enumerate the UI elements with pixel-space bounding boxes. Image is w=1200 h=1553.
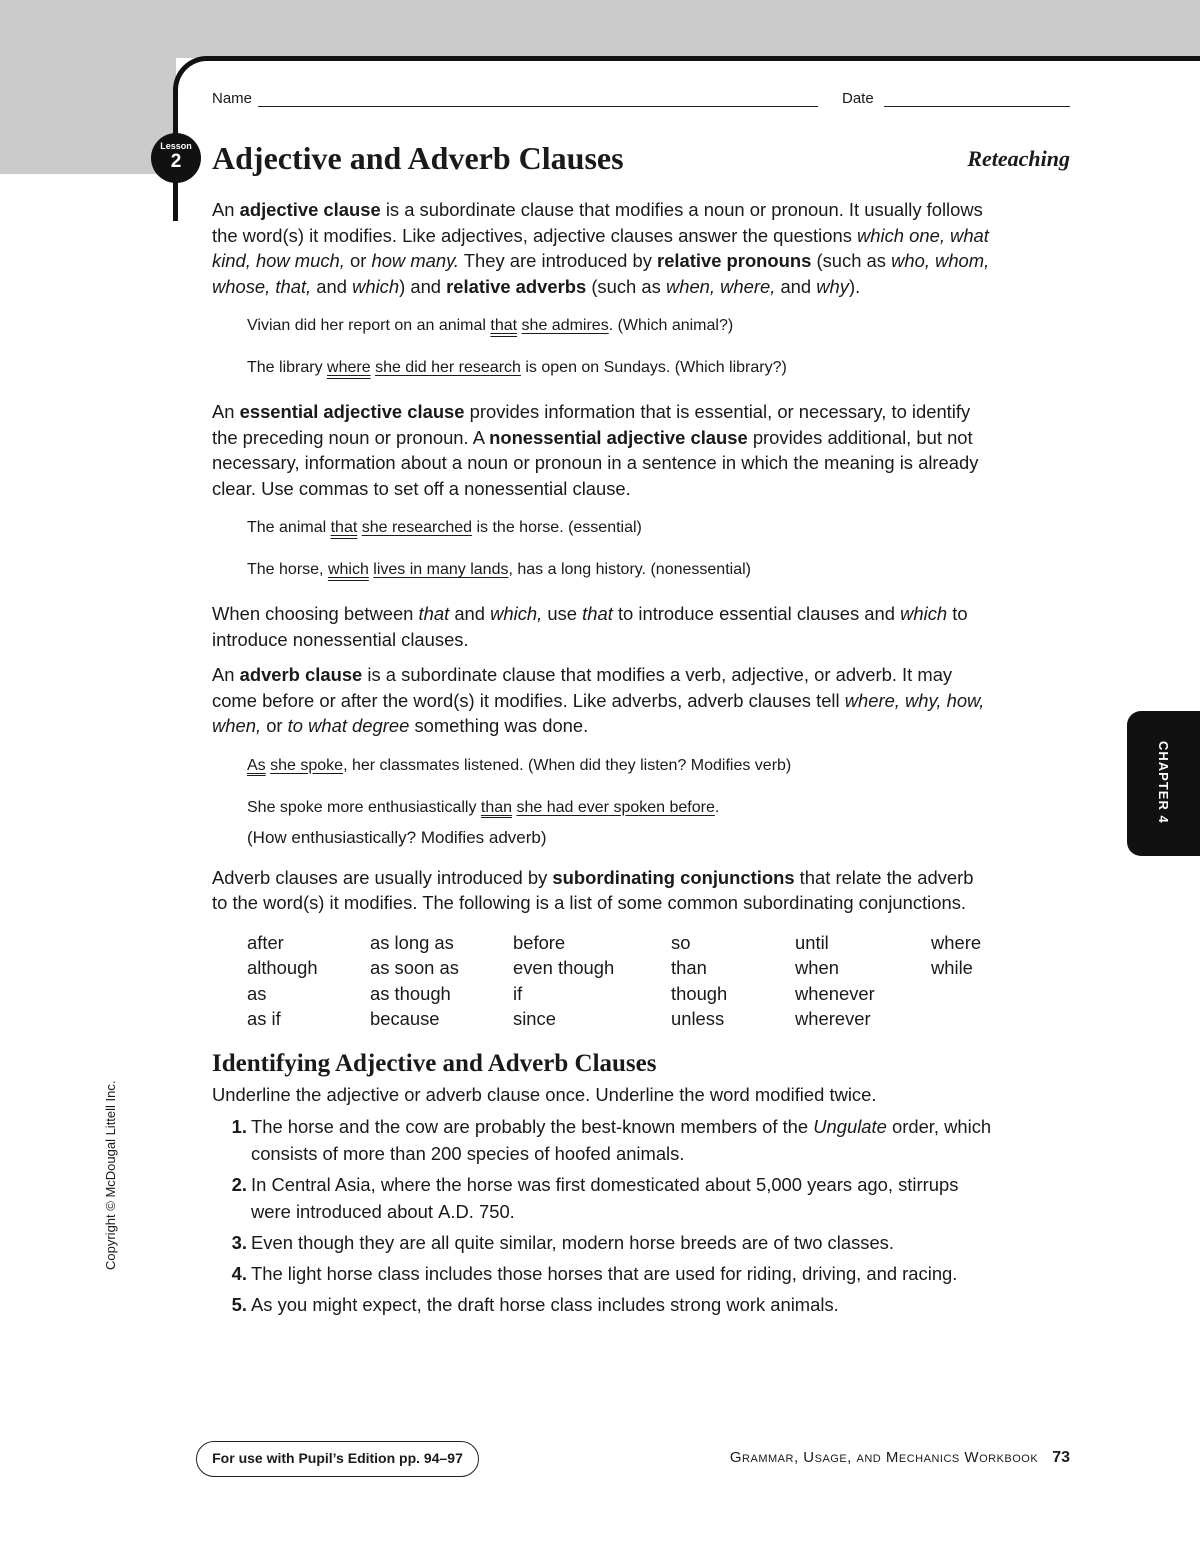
conjunction-word: so bbox=[671, 931, 691, 953]
conjunction-word: where bbox=[931, 931, 982, 953]
conjunction-word: before bbox=[513, 931, 566, 953]
name-field[interactable] bbox=[258, 106, 818, 107]
lesson-number: 2 bbox=[170, 151, 182, 172]
conjunction-word: wherever bbox=[795, 1008, 871, 1029]
conjunction-column bbox=[931, 930, 981, 1032]
item-number: 2. bbox=[231, 1173, 247, 1195]
exercise-item[interactable] bbox=[212, 1171, 992, 1225]
conjunction-list bbox=[247, 930, 992, 1032]
that-which-note: When choosing between that and which, use that to introduce essential clauses and which to introduce nonessential clauses. bbox=[212, 603, 968, 650]
conjunction-word: although bbox=[247, 957, 318, 978]
exercise-title: Identifying Adjective and Adverb Clauses bbox=[212, 1049, 657, 1077]
example-sentence: The horse, which lives in many lands, has a long history. (nonessential) bbox=[247, 561, 751, 578]
exercise-item[interactable] bbox=[212, 1291, 992, 1318]
exercise-item[interactable] bbox=[212, 1113, 992, 1167]
example-sentence: Vivian did her report on an animal that she admires. (Which animal?) bbox=[247, 317, 734, 334]
item-text: The light horse class includes those horses that are used for riding, driving, and racing. bbox=[251, 1262, 958, 1284]
example-sentence: As she spoke, her classmates listened. (When did they listen? Modifies verb) bbox=[247, 756, 792, 774]
conjunction-word: until bbox=[795, 931, 829, 953]
exercise-item[interactable] bbox=[212, 1229, 992, 1256]
conjunction-word: when bbox=[795, 957, 839, 978]
conjunction-column bbox=[513, 930, 671, 1032]
exercise-instructions: Underline the adjective or adverb clause once. Underline the word modified twice. bbox=[212, 1083, 877, 1105]
name-label: Name bbox=[212, 90, 253, 107]
example-sentence: The library where she did her research is open on Sundays. (Which library?) bbox=[247, 359, 787, 376]
date-label: Date bbox=[842, 90, 874, 107]
lesson-badge bbox=[151, 133, 201, 183]
chapter-tab-label: CHAPTER 4 bbox=[1156, 741, 1171, 824]
lesson-content bbox=[212, 197, 992, 1322]
conjunction-word: as long as bbox=[370, 931, 454, 953]
conjunction-column bbox=[795, 930, 931, 1032]
item-text: In Central Asia, where the horse was first domesticated about 5,000 years ago, stirrups were introduced about A.D. 750. bbox=[251, 1173, 959, 1222]
page-title: Adjective and Adverb Clauses bbox=[212, 140, 624, 176]
book-title: Grammar, Usage, and Mechanics Workbook bbox=[729, 1449, 1039, 1466]
conjunction-word: since bbox=[513, 1008, 556, 1029]
conjunction-word: unless bbox=[671, 1008, 725, 1029]
footer-book-info bbox=[600, 1449, 1070, 1467]
conjunction-word: as bbox=[247, 982, 267, 1004]
exercise-item[interactable] bbox=[212, 1260, 992, 1287]
pupil-edition-reference: For use with Pupil’s Edition pp. 94–97 bbox=[196, 1441, 479, 1477]
example-sentence: She spoke more enthusiastically than she had ever spoken before. bbox=[247, 798, 720, 816]
chapter-tab bbox=[1127, 711, 1200, 856]
reteaching-tag: Reteaching bbox=[967, 146, 1070, 171]
adjective-clause-definition: An adjective clause is a subordinate clause that modifies a noun or pronoun. It usually follows the word(s) it modifies. Like adjectives, adjective clauses answer the questions which one, what kind, how much, or how many. They are introduced by relative pronouns (such as who, whom, whose, that, and which) and relative adverbs (such as when, where, and why). bbox=[212, 199, 990, 297]
item-number: 4. bbox=[231, 1262, 247, 1284]
conjunction-column bbox=[247, 930, 370, 1032]
conjunction-word: even though bbox=[513, 957, 615, 978]
conjunction-word: whenever bbox=[795, 982, 875, 1004]
page-number: 73 bbox=[1052, 1449, 1070, 1466]
lesson-word: Lesson bbox=[160, 141, 192, 151]
item-text: The horse and the cow are probably the best-known members of the Ungulate order, which consists of more than 200 species of hoofed animals. bbox=[251, 1115, 992, 1164]
conjunction-word: if bbox=[513, 982, 523, 1004]
conjunction-word: as soon as bbox=[370, 957, 459, 978]
essential-clause-definition: An essential adjective clause provides information that is essential, or necessary, to identify the preceding noun or pronoun. A nonessential adjective clause provides additional, but not necessary, information about a noun or pronoun in a sentence in which the meaning is already clear. Use commas to set off a nonessential clause. bbox=[212, 401, 979, 499]
subordinating-conjunctions-intro: Adverb clauses are usually introduced by subordinating conjunctions that relate the adverb to the word(s) it modifies. The following is a list of some common subordinating conjunctions. bbox=[212, 866, 974, 913]
conjunction-word: because bbox=[370, 1008, 440, 1029]
item-text: As you might expect, the draft horse class includes strong work animals. bbox=[251, 1293, 839, 1315]
conjunction-word: than bbox=[671, 957, 707, 978]
copyright-notice: Copyright © McDougal Littell Inc. bbox=[103, 1080, 118, 1270]
conjunction-column bbox=[671, 930, 795, 1032]
example-note: (How enthusiastically? Modifies adverb) bbox=[247, 827, 547, 847]
item-text: Even though they are all quite similar, modern horse breeds are of two classes. bbox=[251, 1231, 894, 1253]
header-gray-band bbox=[0, 0, 1200, 58]
conjunction-word: as if bbox=[247, 1008, 281, 1029]
item-number: 1. bbox=[231, 1115, 247, 1137]
conjunction-word: as though bbox=[370, 982, 451, 1004]
item-number: 5. bbox=[231, 1293, 247, 1315]
conjunction-word: while bbox=[931, 957, 973, 978]
header-gray-side bbox=[0, 58, 176, 174]
date-field[interactable] bbox=[884, 106, 1070, 107]
conjunction-word: after bbox=[247, 931, 284, 953]
adverb-clause-definition: An adverb clause is a subordinate clause that modifies a verb, adjective, or adverb. It may come before or after the word(s) it modifies. Like adverbs, adverb clauses tell where, why, how, when, or to what degree something was done. bbox=[212, 664, 985, 736]
example-sentence: The animal that she researched is the horse. (essential) bbox=[247, 519, 642, 536]
conjunction-word: though bbox=[671, 982, 728, 1004]
item-number: 3. bbox=[231, 1231, 247, 1253]
conjunction-column bbox=[370, 930, 513, 1032]
